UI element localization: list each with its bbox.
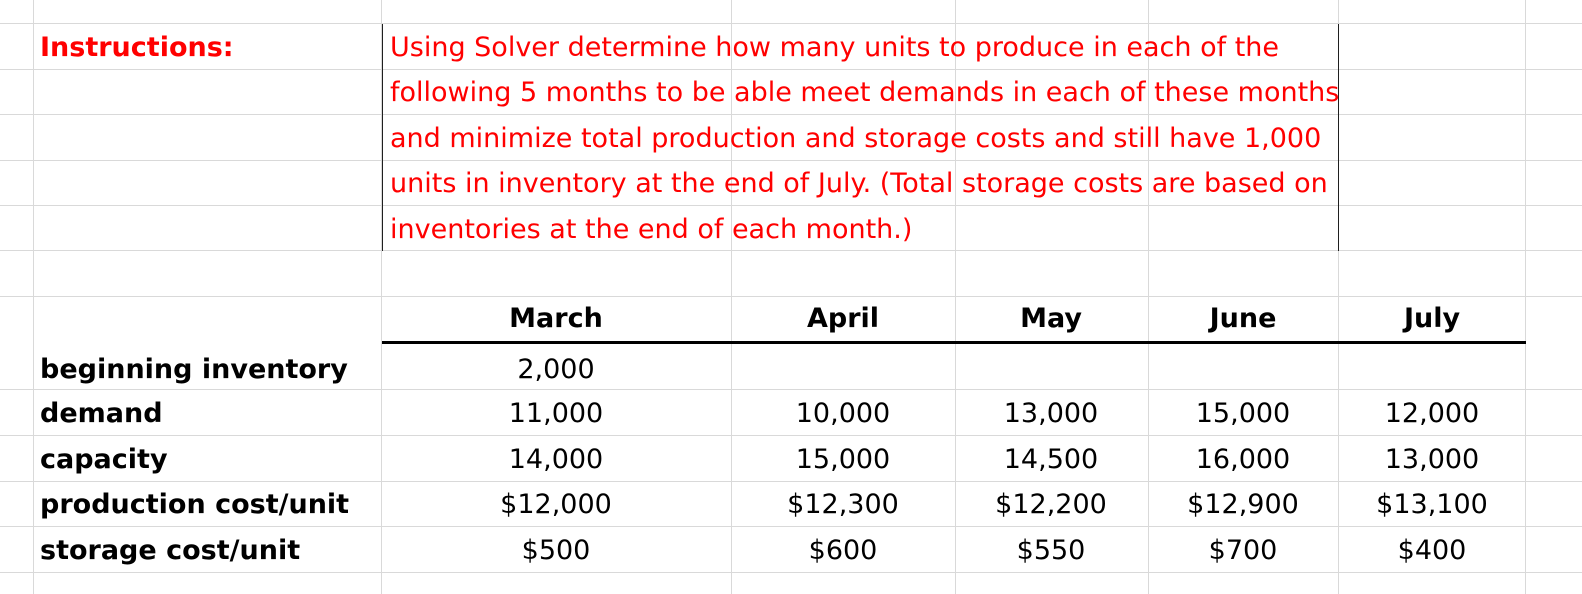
month-header-june: June [1209,303,1277,334]
row-label-capacity: capacity [40,444,168,475]
cell-production-cost-may: $12,200 [995,489,1107,520]
instructions-line-4: units in inventory at the end of July. (Total storage costs are based on [390,168,1328,199]
instructions-line-1: Using Solver determine how many units to produce in each of the [390,32,1280,63]
row-label-production-cost: production cost/unit [40,489,350,520]
cell-capacity-may: 14,500 [1003,444,1099,475]
cell-storage-cost-april: $600 [808,535,878,566]
instructions-label: Instructions: [40,32,234,63]
instructions-line-2: following 5 months to be able meet demands in each of these months [390,77,1340,108]
row-label-demand: demand [40,398,163,429]
cell-production-cost-july: $13,100 [1376,489,1488,520]
instructions-line-3: and minimize total production and storage costs and still have 1,000 [390,123,1322,154]
cell-production-cost-april: $12,300 [787,489,899,520]
cell-production-cost-march: $12,000 [500,489,612,520]
grid-col-line [1525,0,1526,594]
cell-storage-cost-may: $550 [1016,535,1086,566]
month-header-march: March [509,303,603,334]
grid-col-line [33,0,34,594]
instructions-line-5: inventories at the end of each month.) [390,214,913,245]
grid-row-line [0,481,1582,482]
cell-beginning-inventory-march: 2,000 [517,354,595,385]
cell-storage-cost-june: $700 [1208,535,1278,566]
cell-capacity-march: 14,000 [508,444,604,475]
cell-demand-may: 13,000 [1003,398,1099,429]
grid-row-line [0,296,1582,297]
month-header-july: July [1403,303,1461,334]
cell-demand-june: 15,000 [1195,398,1291,429]
header-bottom-border [382,341,1526,344]
grid-row-line [0,435,1582,436]
grid-row-line [0,526,1582,527]
cell-demand-july: 12,000 [1384,398,1480,429]
grid-row-line [0,389,1582,390]
row-label-beginning-inventory: beginning inventory [40,354,348,385]
cell-production-cost-june: $12,900 [1187,489,1299,520]
cell-capacity-april: 15,000 [795,444,891,475]
cell-capacity-july: 13,000 [1384,444,1480,475]
month-header-april: April [806,303,880,334]
cell-demand-march: 11,000 [508,398,604,429]
cell-storage-cost-july: $400 [1397,535,1467,566]
cell-storage-cost-march: $500 [521,535,591,566]
row-label-storage-cost: storage cost/unit [40,535,301,566]
month-header-may: May [1020,303,1082,334]
cell-capacity-june: 16,000 [1195,444,1291,475]
grid-row-line [0,572,1582,573]
cell-demand-april: 10,000 [795,398,891,429]
